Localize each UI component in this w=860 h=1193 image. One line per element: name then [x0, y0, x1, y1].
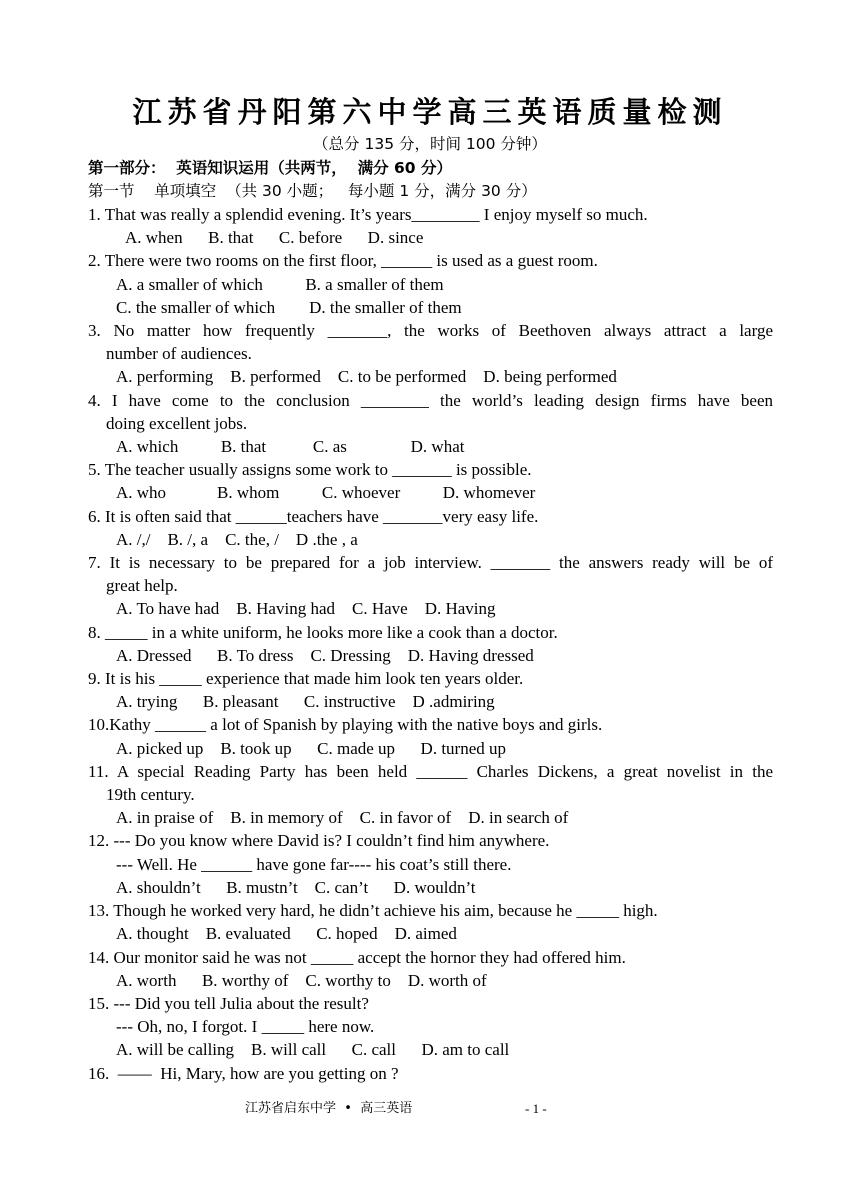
footer-school: 江苏省启东中学 • 高三英语	[245, 1101, 413, 1116]
answer-options: C. the smaller of which D. the smaller of them	[116, 297, 462, 317]
question-stem: 13. Though he worked very hard, he didn’t achieve his aim, because he _____ high.	[88, 901, 658, 921]
question-item	[88, 203, 773, 249]
question-item	[88, 319, 773, 389]
question-item	[88, 992, 773, 1038]
answer-options: A. performing B. performed C. to be performed D. being performed	[116, 367, 617, 387]
question-stem: 3. No matter how frequently _______, the works of Beethoven always attract a large	[88, 321, 773, 341]
section-heading: 第一节 单项填空 （共 30 小题； 每小题 1 分，满分 30 分）	[88, 182, 537, 200]
answer-options: A. a smaller of which B. a smaller of them	[116, 274, 444, 294]
answer-options: A. when B. that C. before D. since	[125, 228, 424, 248]
part-heading: 第一部分： 英语知识运用（共两节， 满分 60 分）	[88, 159, 452, 177]
question-item	[88, 667, 773, 713]
answer-options: A. worth B. worthy of C. worthy to D. worth of	[116, 970, 487, 990]
answer-options: --- Well. He ______ have gone far---- his coat’s still there.	[116, 854, 512, 874]
exam-info: （总分 135 分，时间 100 分钟）	[313, 135, 547, 153]
question-stem-continued: number of audiences.	[106, 344, 252, 364]
question-item	[88, 946, 773, 992]
question-item	[88, 296, 773, 319]
question-stem: 1. That was really a splendid evening. It’s years________ I enjoy myself so much.	[88, 205, 648, 224]
question-item	[88, 458, 773, 504]
question-stem-continued: 19th century.	[106, 785, 195, 805]
question-item	[88, 1062, 773, 1085]
question-stem: 8. _____ in a white uniform, he looks more like a cook than a doctor.	[88, 622, 558, 642]
question-item	[88, 760, 773, 830]
page-title: 江苏省丹阳第六中学高三英语质量检测	[132, 95, 728, 129]
answer-options: A. picked up B. took up C. made up D. turned up	[116, 738, 507, 758]
question-stem: 12. --- Do you know where David is? I couldn’t find him anywhere.	[88, 831, 550, 851]
answer-options: A. thought B. evaluated C. hoped D. aimed	[116, 924, 457, 944]
question-stem: 14. Our monitor said he was not _____ accept the hornor they had offered him.	[88, 947, 626, 967]
answer-options: A. will be calling B. will call C. call D. am to call	[116, 1040, 510, 1060]
question-stem-continued: great help.	[106, 576, 178, 596]
question-stem: 2. There were two rooms on the first floor, ______ is used as a guest room.	[88, 251, 598, 271]
question-stem: 16. —— Hi, Mary, how are you getting on ?	[88, 1063, 399, 1083]
question-stem: 7. It is necessary to be prepared for a job interview. _______ the answers ready will be of	[88, 553, 773, 573]
answer-options: A. which B. that C. as D. what	[116, 437, 465, 457]
question-item	[88, 389, 773, 459]
question-stem: 4. I have come to the conclusion ________ the world’s leading design firms have been	[88, 390, 773, 410]
page-footer	[0, 1097, 860, 1121]
answer-options: A. shouldn’t B. mustn’t C. can’t D. wouldn’t	[116, 877, 476, 897]
answer-options: A. /,/ B. /, a C. the, / D .the , a	[116, 529, 358, 549]
page-number: - 1 -	[525, 1101, 547, 1116]
question-stem: 15. --- Did you tell Julia about the result?	[88, 993, 369, 1013]
answer-options: A. in praise of B. in memory of C. in favor of D. in search of	[116, 808, 569, 828]
question-item	[88, 713, 773, 759]
question-stem: 11. A special Reading Party has been held ______ Charles Dickens, a great novelist in the	[88, 761, 773, 781]
question-stem: 10.Kathy ______ a lot of Spanish by playing with the native boys and girls.	[88, 715, 603, 735]
answer-options: A. Dressed B. To dress C. Dressing D. Having dressed	[116, 645, 534, 665]
answer-options: A. who B. whom C. whoever D. whomever	[116, 483, 536, 503]
answer-options: --- Oh, no, I forgot. I _____ here now.	[116, 1017, 375, 1037]
question-stem-continued: doing excellent jobs.	[106, 413, 248, 433]
question-stem: 9. It is his _____ experience that made him look ten years older.	[88, 669, 524, 689]
question-item	[88, 505, 773, 551]
answer-options: A. trying B. pleasant C. instructive D .admiring	[116, 692, 495, 712]
question-item	[88, 876, 773, 899]
question-list	[88, 203, 773, 1085]
question-stem: 5. The teacher usually assigns some work to _______ is possible.	[88, 460, 532, 480]
question-item	[88, 249, 773, 295]
question-item	[88, 829, 773, 875]
question-item	[88, 1038, 773, 1061]
question-stem: 6. It is often said that ______teachers have _______very easy life.	[88, 506, 539, 526]
question-item	[88, 899, 773, 945]
question-item	[88, 551, 773, 621]
answer-options: A. To have had B. Having had C. Have D. Having	[116, 599, 496, 619]
question-item	[88, 621, 773, 667]
